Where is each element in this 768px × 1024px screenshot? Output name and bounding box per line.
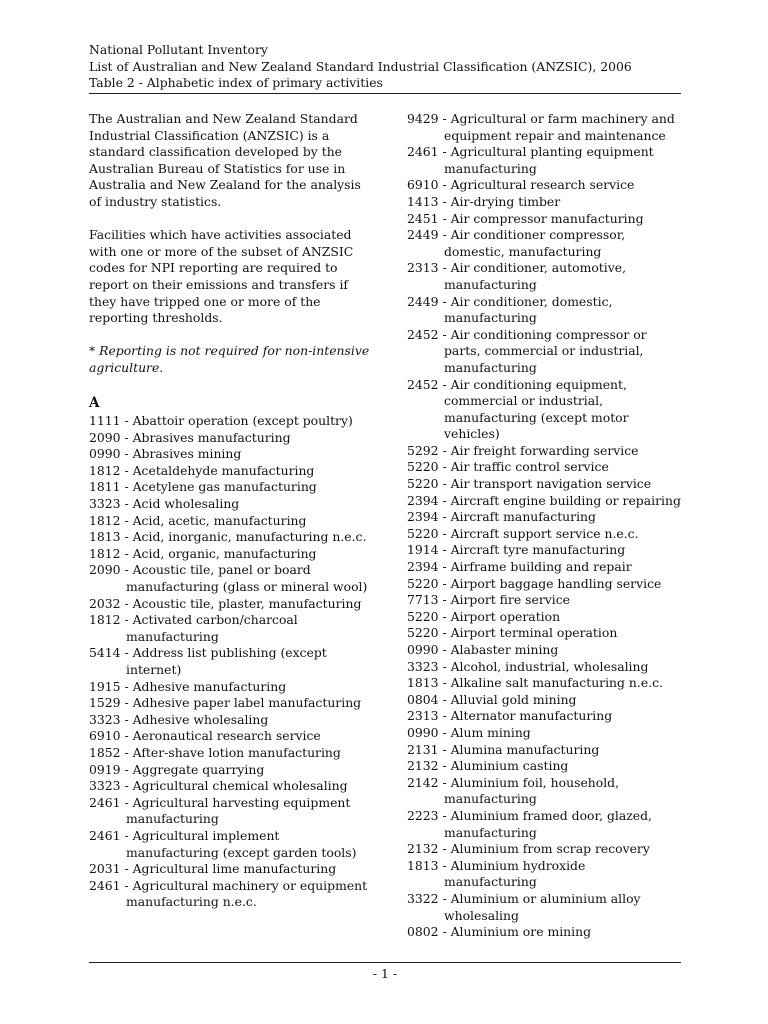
index-entry: 6910 - Agricultural research service — [407, 177, 635, 193]
index-entry: 0802 - Aluminium ore mining — [407, 924, 592, 940]
left-column — [89, 111, 371, 911]
index-entry: 1813 - Alkaline salt manufacturing n.e.c. — [407, 675, 663, 691]
index-entry: 2461 - Agricultural implement manufacturing (except garden tools) — [89, 827, 357, 860]
right-entry-list — [407, 111, 682, 941]
index-entry: 5220 - Airport terminal operation — [407, 625, 618, 641]
left-entry-list — [89, 413, 371, 911]
header-subtitle: List of Australian and New Zealand Standard Industrial Classification (ANZSIC), 2006 — [89, 58, 632, 74]
index-entry: 1812 - Acid, organic, manufacturing — [89, 545, 317, 561]
index-entry: 0990 - Alum mining — [407, 724, 531, 740]
index-entry: 2132 - Aluminium from scrap recovery — [407, 841, 650, 857]
index-entry: 2032 - Acoustic tile, plaster, manufacturing — [89, 595, 362, 611]
index-entry: 2394 - Aircraft engine building or repairing — [407, 492, 681, 508]
index-entry: 1811 - Acetylene gas manufacturing — [89, 479, 317, 495]
index-entry: 5220 - Airport baggage handling service — [407, 575, 662, 591]
index-entry: 1812 - Acid, acetic, manufacturing — [89, 512, 307, 528]
index-entry: 5220 - Airport operation — [407, 608, 561, 624]
index-entry: 1111 - Abattoir operation (except poultry) — [89, 413, 353, 429]
index-entry: 2131 - Alumina manufacturing — [407, 741, 600, 757]
index-entry: 2461 - Agricultural harvesting equipment manufacturing — [89, 794, 351, 827]
index-entry: 1812 - Activated carbon/charcoal manufacturing — [89, 612, 298, 644]
index-entry: 1915 - Adhesive manufacturing — [89, 678, 287, 694]
index-entry: 2452 - Air conditioning compressor or parts, commercial or industrial, manufacturing — [407, 326, 647, 375]
right-column — [407, 111, 682, 941]
index-entry: 5220 - Aircraft support service n.e.c. — [407, 525, 639, 541]
index-entry: 2449 - Air conditioner, domestic, manufacturing — [407, 293, 613, 326]
index-entry: 3323 - Agricultural chemical wholesaling — [89, 778, 348, 794]
intro-paragraph-1: The Australian and New Zealand Standard Industrial Classification (ANZSIC) is a standard classification developed by the Australian Bureau of Statistics for use in Australia and New Zealand for the analysis of industry statistics. — [89, 111, 361, 209]
intro-paragraph-2: Facilities which have activities associated with one or more of the subset of ANZSIC codes for NPI reporting are required to report on their emissions and transfers if they have tripped one or more of the reporting thresholds. — [89, 227, 354, 326]
header-title: National Pollutant Inventory — [89, 42, 268, 57]
index-entry: 0804 - Alluvial gold mining — [407, 691, 577, 707]
reporting-note: * Reporting is not required for non-intensive agriculture. — [89, 343, 370, 375]
header-table-title: Table 2 - Alphabetic index of primary activities — [89, 75, 383, 90]
index-entry: 2452 - Air conditioning equipment, commercial or industrial, manufacturing (except motor vehicles) — [407, 376, 629, 442]
index-entry: 2132 - Aluminium casting — [407, 758, 569, 774]
header-divider — [89, 93, 681, 94]
index-entry: 2031 - Agricultural lime manufacturing — [89, 861, 337, 877]
index-entry: 1812 - Acetaldehyde manufacturing — [89, 462, 315, 478]
index-entry: 7713 - Airport fire service — [407, 592, 570, 608]
footer-divider — [89, 962, 681, 963]
intro-text — [89, 111, 371, 327]
document-header — [89, 42, 681, 92]
index-entry: 2090 - Abrasives manufacturing — [89, 429, 291, 445]
index-entry: 2394 - Airframe building and repair — [407, 559, 632, 575]
index-entry: 2394 - Aircraft manufacturing — [407, 509, 596, 525]
index-entry: 1813 - Aluminium hydroxide manufacturing — [407, 857, 586, 890]
index-entry: 2449 - Air conditioner compressor, domestic, manufacturing — [407, 227, 626, 259]
index-entry: 3323 - Alcohol, industrial, wholesaling — [407, 658, 649, 674]
index-entry: 2090 - Acoustic tile, panel or board manufacturing (glass or mineral wool) — [89, 562, 368, 595]
index-entry: 3323 - Acid wholesaling — [89, 496, 240, 512]
index-entry: 1852 - After-shave lotion manufacturing — [89, 744, 341, 760]
index-entry: 2313 - Air conditioner, automotive, manufacturing — [407, 260, 627, 292]
index-entry: 5292 - Air freight forwarding service — [407, 442, 639, 458]
index-entry: 3323 - Adhesive wholesaling — [89, 711, 269, 727]
index-entry: 3322 - Aluminium or aluminium alloy wholesaling — [407, 890, 641, 923]
index-entry: 9429 - Agricultural or farm machinery and equipment repair and maintenance — [407, 111, 675, 143]
section-letter: A — [89, 395, 100, 412]
index-entry: 5220 - Air traffic control service — [407, 459, 609, 475]
index-entry: 6910 - Aeronautical research service — [89, 728, 321, 744]
index-entry: 0990 - Alabaster mining — [407, 642, 559, 657]
index-entry: 2223 - Aluminium framed door, glazed, manufacturing — [407, 807, 652, 840]
index-entry: 0990 - Abrasives mining — [89, 446, 242, 462]
index-entry: 2142 - Aluminium foil, household, manufacturing — [407, 774, 620, 807]
index-entry: 2451 - Air compressor manufacturing — [407, 210, 644, 226]
page-number: - 1 - — [372, 966, 398, 981]
index-entry: 2461 - Agricultural machinery or equipment manufacturing n.e.c. — [89, 877, 368, 910]
index-entry: 5414 - Address list publishing (except internet) — [89, 645, 327, 677]
index-entry: 1413 - Air-drying timber — [407, 193, 561, 209]
index-entry: 1529 - Adhesive paper label manufacturing — [89, 695, 362, 711]
index-entry: 2461 - Agricultural planting equipment manufacturing — [407, 144, 654, 176]
index-entry: 5220 - Air transport navigation service — [407, 476, 652, 492]
index-entry: 0919 - Aggregate quarrying — [89, 761, 265, 777]
index-entry: 1813 - Acid, inorganic, manufacturing n.e.c. — [89, 529, 367, 545]
index-entry: 1914 - Aircraft tyre manufacturing — [407, 542, 626, 558]
index-entry: 2313 - Alternator manufacturing — [407, 708, 613, 724]
